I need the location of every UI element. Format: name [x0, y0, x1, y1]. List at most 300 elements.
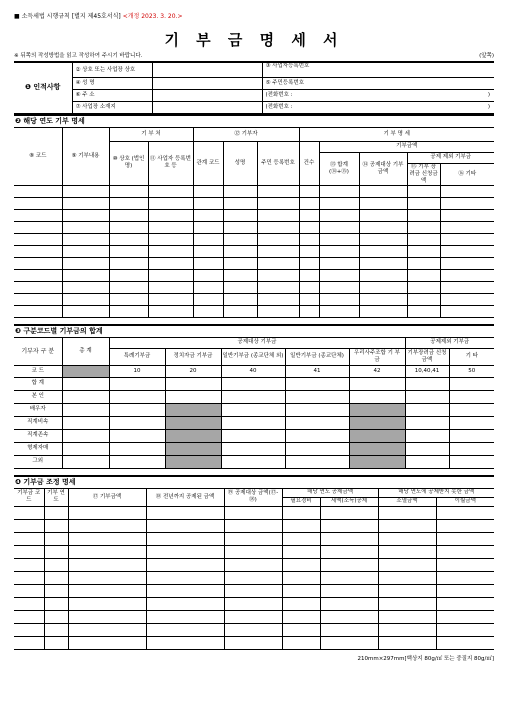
table-cell[interactable]: [257, 305, 299, 317]
table-cell[interactable]: [407, 209, 440, 221]
table-cell[interactable]: [109, 429, 165, 442]
table-cell[interactable]: [224, 623, 282, 636]
table-cell[interactable]: [319, 185, 359, 197]
table-cell[interactable]: [320, 519, 378, 532]
table-cell[interactable]: [62, 257, 109, 269]
table-cell[interactable]: [68, 636, 146, 649]
table-cell[interactable]: [440, 233, 494, 245]
form-header-line: [14, 12, 494, 22]
table-cell[interactable]: [193, 269, 223, 281]
table-cell[interactable]: [68, 545, 146, 558]
table-cell[interactable]: [148, 197, 193, 209]
table-cell[interactable]: [109, 377, 165, 390]
table-cell[interactable]: [299, 197, 319, 209]
table-cell[interactable]: [14, 269, 62, 281]
table-cell[interactable]: [146, 558, 224, 571]
table-cell[interactable]: [378, 571, 436, 584]
table-cell[interactable]: [223, 209, 257, 221]
table-cell[interactable]: [320, 597, 378, 610]
table-cell[interactable]: [440, 257, 494, 269]
table-cell[interactable]: [405, 455, 449, 468]
table-cell[interactable]: [44, 597, 68, 610]
table-cell[interactable]: [319, 269, 359, 281]
table-cell[interactable]: [14, 209, 62, 221]
table-cell[interactable]: [299, 257, 319, 269]
table-cell[interactable]: [224, 506, 282, 519]
table-cell[interactable]: [44, 545, 68, 558]
table-cell[interactable]: [257, 293, 299, 305]
summary-column-header: 기 타: [449, 348, 494, 365]
table-cell[interactable]: [359, 185, 407, 197]
table-cell[interactable]: [320, 584, 378, 597]
table-cell[interactable]: [319, 293, 359, 305]
table-cell[interactable]: [285, 455, 349, 468]
table-cell[interactable]: [436, 610, 494, 623]
table-cell[interactable]: [299, 293, 319, 305]
address-phone-field[interactable]: [262, 89, 494, 101]
table-cell[interactable]: [224, 545, 282, 558]
table-cell[interactable]: [109, 221, 148, 233]
table-cell[interactable]: [109, 305, 148, 317]
table-cell[interactable]: [44, 532, 68, 545]
table-cell[interactable]: [221, 442, 285, 455]
table-cell[interactable]: [285, 390, 349, 403]
table-cell[interactable]: [405, 403, 449, 416]
table-cell[interactable]: [146, 519, 224, 532]
table-cell[interactable]: [109, 269, 148, 281]
table-cell[interactable]: [405, 377, 449, 390]
table-cell[interactable]: [378, 545, 436, 558]
table-cell[interactable]: [44, 636, 68, 649]
table-cell[interactable]: [14, 610, 44, 623]
table-cell[interactable]: [193, 281, 223, 293]
table-cell[interactable]: [62, 416, 109, 429]
table-cell[interactable]: [62, 281, 109, 293]
table-cell[interactable]: [44, 584, 68, 597]
table-cell[interactable]: [320, 610, 378, 623]
table-cell[interactable]: [299, 269, 319, 281]
table-cell[interactable]: [62, 305, 109, 317]
table-cell[interactable]: [109, 293, 148, 305]
table-cell[interactable]: [436, 532, 494, 545]
table-cell[interactable]: [449, 390, 494, 403]
table-cell[interactable]: [359, 281, 407, 293]
table-cell[interactable]: [405, 429, 449, 442]
table-cell[interactable]: [257, 257, 299, 269]
table-cell[interactable]: [440, 197, 494, 209]
table-cell[interactable]: [223, 281, 257, 293]
table-row: [14, 532, 494, 545]
table-cell[interactable]: [407, 245, 440, 257]
table-cell[interactable]: [320, 571, 378, 584]
table-cell[interactable]: [407, 281, 440, 293]
table-cell[interactable]: [14, 221, 62, 233]
table-cell[interactable]: [257, 221, 299, 233]
table-cell[interactable]: [14, 281, 62, 293]
table-cell[interactable]: [299, 221, 319, 233]
table-cell[interactable]: [165, 390, 221, 403]
table-cell[interactable]: [407, 257, 440, 269]
table-cell[interactable]: [193, 209, 223, 221]
table-cell[interactable]: [282, 584, 320, 597]
table-cell[interactable]: [405, 390, 449, 403]
table-cell[interactable]: [436, 571, 494, 584]
table-cell[interactable]: [62, 455, 109, 468]
table-cell[interactable]: [359, 305, 407, 317]
table-cell[interactable]: [14, 532, 44, 545]
table-cell[interactable]: [378, 636, 436, 649]
person-name-label: ④ 성 명: [72, 77, 152, 89]
summary-code: 50: [449, 365, 494, 377]
table-row: [14, 558, 494, 571]
shaded-cell: [165, 442, 221, 455]
table-cell[interactable]: [436, 545, 494, 558]
table-cell[interactable]: [436, 519, 494, 532]
table-cell[interactable]: [68, 610, 146, 623]
table-cell[interactable]: [109, 416, 165, 429]
table-cell[interactable]: [407, 221, 440, 233]
table-cell[interactable]: [299, 209, 319, 221]
table-cell[interactable]: [62, 442, 109, 455]
table-cell[interactable]: [319, 281, 359, 293]
table-cell[interactable]: [299, 245, 319, 257]
table-cell[interactable]: [320, 532, 378, 545]
table-cell[interactable]: [378, 558, 436, 571]
workplace-phone-field[interactable]: [262, 101, 494, 113]
table-cell[interactable]: [14, 305, 62, 317]
table-cell[interactable]: [285, 442, 349, 455]
table-cell[interactable]: [221, 390, 285, 403]
table-cell[interactable]: [282, 558, 320, 571]
table-cell[interactable]: [68, 519, 146, 532]
table-cell[interactable]: [320, 558, 378, 571]
table-cell[interactable]: [146, 636, 224, 649]
table-cell[interactable]: [405, 442, 449, 455]
table-cell[interactable]: [62, 390, 109, 403]
table-cell[interactable]: [109, 403, 165, 416]
table-cell[interactable]: [223, 197, 257, 209]
table-cell[interactable]: [224, 532, 282, 545]
table-cell[interactable]: [193, 305, 223, 317]
table-cell[interactable]: [436, 506, 494, 519]
table-cell[interactable]: [193, 197, 223, 209]
table-cell[interactable]: [62, 245, 109, 257]
table-cell[interactable]: [223, 221, 257, 233]
table-cell[interactable]: [320, 623, 378, 636]
table-cell[interactable]: [436, 558, 494, 571]
donor-type-label: 합 계: [14, 377, 62, 390]
table-cell[interactable]: [148, 221, 193, 233]
table-cell[interactable]: [14, 558, 44, 571]
table-cell[interactable]: [378, 584, 436, 597]
business-number-field[interactable]: [262, 62, 494, 77]
table-cell[interactable]: [68, 532, 146, 545]
address-field[interactable]: [152, 89, 262, 101]
table-cell[interactable]: [109, 281, 148, 293]
table-cell[interactable]: [223, 257, 257, 269]
table-cell[interactable]: [221, 403, 285, 416]
table-cell[interactable]: [407, 197, 440, 209]
table-cell[interactable]: [193, 245, 223, 257]
table-cell[interactable]: [449, 403, 494, 416]
table-cell[interactable]: [146, 532, 224, 545]
table-cell[interactable]: [221, 429, 285, 442]
table-cell[interactable]: [319, 233, 359, 245]
table-cell[interactable]: [44, 519, 68, 532]
table-cell[interactable]: [319, 257, 359, 269]
table-cell[interactable]: [449, 455, 494, 468]
table-cell[interactable]: [440, 221, 494, 233]
rrn-field[interactable]: [262, 77, 494, 89]
table-cell[interactable]: [109, 390, 165, 403]
table-cell[interactable]: [68, 558, 146, 571]
table-cell[interactable]: [319, 197, 359, 209]
table-cell[interactable]: [257, 185, 299, 197]
table-cell[interactable]: [257, 197, 299, 209]
table-cell[interactable]: [282, 597, 320, 610]
table-cell[interactable]: [14, 519, 44, 532]
table-cell[interactable]: [257, 281, 299, 293]
table-cell[interactable]: [62, 377, 109, 390]
table-cell[interactable]: [62, 403, 109, 416]
table-cell[interactable]: [285, 429, 349, 442]
table-cell[interactable]: [285, 377, 349, 390]
table-cell[interactable]: [349, 377, 405, 390]
table-cell[interactable]: [378, 519, 436, 532]
table-cell[interactable]: [14, 257, 62, 269]
table-cell[interactable]: [14, 506, 44, 519]
donor-type-label: 그외: [14, 455, 62, 468]
table-cell[interactable]: [282, 506, 320, 519]
table-cell[interactable]: [407, 185, 440, 197]
table-cell[interactable]: [378, 506, 436, 519]
table-cell[interactable]: [319, 209, 359, 221]
table-cell[interactable]: [221, 455, 285, 468]
table-cell[interactable]: [359, 293, 407, 305]
table-cell[interactable]: [320, 506, 378, 519]
table-cell[interactable]: [146, 506, 224, 519]
table-cell[interactable]: [224, 584, 282, 597]
table-cell[interactable]: [223, 185, 257, 197]
table-cell[interactable]: [221, 377, 285, 390]
table-cell[interactable]: [359, 257, 407, 269]
table-cell[interactable]: [223, 245, 257, 257]
table-cell[interactable]: [14, 233, 62, 245]
table-cell[interactable]: [282, 610, 320, 623]
table-cell[interactable]: [109, 197, 148, 209]
table-cell[interactable]: [109, 455, 165, 468]
table-cell[interactable]: [148, 281, 193, 293]
table-cell[interactable]: [378, 623, 436, 636]
table-cell[interactable]: [109, 245, 148, 257]
table-cell[interactable]: [109, 233, 148, 245]
table-cell[interactable]: [440, 293, 494, 305]
table-cell[interactable]: [148, 293, 193, 305]
table-cell[interactable]: [440, 269, 494, 281]
table-cell[interactable]: [285, 403, 349, 416]
table-cell[interactable]: [224, 558, 282, 571]
donor-type-label: 배우자: [14, 403, 62, 416]
table-cell[interactable]: [319, 305, 359, 317]
table-cell[interactable]: [257, 209, 299, 221]
table-cell[interactable]: [440, 185, 494, 197]
table-cell[interactable]: [407, 305, 440, 317]
table-cell[interactable]: [44, 623, 68, 636]
workplace-field[interactable]: [152, 101, 262, 113]
table-cell[interactable]: [405, 416, 449, 429]
table-cell[interactable]: [68, 571, 146, 584]
table-cell[interactable]: [68, 584, 146, 597]
table-cell[interactable]: [359, 197, 407, 209]
table-cell[interactable]: [109, 257, 148, 269]
table-cell[interactable]: [221, 416, 285, 429]
table-cell[interactable]: [14, 545, 44, 558]
table-cell[interactable]: [440, 209, 494, 221]
table-cell[interactable]: [319, 245, 359, 257]
table-cell[interactable]: [449, 377, 494, 390]
table-cell[interactable]: [62, 221, 109, 233]
table-cell[interactable]: [146, 623, 224, 636]
table-cell[interactable]: [14, 571, 44, 584]
table-cell[interactable]: [109, 209, 148, 221]
table-cell[interactable]: [224, 636, 282, 649]
address-label: ⑥ 주 소: [72, 89, 152, 101]
table-cell[interactable]: [193, 257, 223, 269]
table-cell[interactable]: [146, 545, 224, 558]
table-cell[interactable]: [449, 416, 494, 429]
table-cell[interactable]: [359, 269, 407, 281]
business-name-field[interactable]: [152, 62, 262, 77]
table-cell[interactable]: [282, 545, 320, 558]
table-cell[interactable]: [14, 293, 62, 305]
table-row: [14, 571, 494, 584]
table-cell[interactable]: [299, 281, 319, 293]
table-cell[interactable]: [407, 293, 440, 305]
table-cell[interactable]: [320, 636, 378, 649]
table-cell[interactable]: [319, 221, 359, 233]
table-cell[interactable]: [193, 221, 223, 233]
table-row: [14, 519, 494, 532]
table-cell[interactable]: [359, 209, 407, 221]
table-cell[interactable]: [349, 390, 405, 403]
table-cell[interactable]: [146, 571, 224, 584]
table-cell[interactable]: [148, 257, 193, 269]
table-cell[interactable]: [282, 636, 320, 649]
table-cell[interactable]: [436, 623, 494, 636]
table-cell[interactable]: [14, 636, 44, 649]
table-cell[interactable]: [440, 245, 494, 257]
table-cell[interactable]: [146, 597, 224, 610]
table-cell[interactable]: [62, 293, 109, 305]
table-cell[interactable]: [359, 233, 407, 245]
table-cell[interactable]: [62, 197, 109, 209]
table-cell[interactable]: [449, 429, 494, 442]
table-cell[interactable]: [257, 233, 299, 245]
table-cell[interactable]: [148, 245, 193, 257]
table-cell[interactable]: [44, 610, 68, 623]
table-cell[interactable]: [299, 305, 319, 317]
table-cell[interactable]: [378, 610, 436, 623]
table-cell[interactable]: [223, 293, 257, 305]
person-name-field[interactable]: [152, 77, 262, 89]
donor-type-header: 기부자 구 분: [14, 337, 62, 365]
table-cell[interactable]: [148, 209, 193, 221]
table-cell[interactable]: [14, 245, 62, 257]
table-cell[interactable]: [44, 558, 68, 571]
table-cell[interactable]: [14, 185, 62, 197]
table-cell[interactable]: [320, 545, 378, 558]
table-cell[interactable]: [378, 597, 436, 610]
table-cell[interactable]: [14, 623, 44, 636]
table-cell[interactable]: [223, 305, 257, 317]
table-cell[interactable]: [257, 269, 299, 281]
table-cell[interactable]: [148, 305, 193, 317]
table-cell[interactable]: [449, 442, 494, 455]
table-cell[interactable]: [224, 610, 282, 623]
table-cell[interactable]: [440, 305, 494, 317]
table-cell[interactable]: [282, 532, 320, 545]
table-cell[interactable]: [407, 233, 440, 245]
table-cell[interactable]: [223, 269, 257, 281]
table-cell[interactable]: [44, 571, 68, 584]
table-cell[interactable]: [436, 636, 494, 649]
table-cell[interactable]: [436, 584, 494, 597]
table-cell[interactable]: [62, 233, 109, 245]
table-cell[interactable]: [62, 209, 109, 221]
table-cell[interactable]: [68, 597, 146, 610]
table-cell[interactable]: [62, 185, 109, 197]
table-cell[interactable]: [68, 623, 146, 636]
table-cell[interactable]: [14, 584, 44, 597]
table-cell[interactable]: [436, 597, 494, 610]
table-cell[interactable]: [224, 519, 282, 532]
table-cell[interactable]: [14, 197, 62, 209]
table-cell[interactable]: [44, 506, 68, 519]
table-cell[interactable]: [14, 597, 44, 610]
table-cell[interactable]: [148, 185, 193, 197]
table-cell[interactable]: [359, 221, 407, 233]
table-cell[interactable]: [68, 506, 146, 519]
table-cell[interactable]: [299, 185, 319, 197]
table-cell[interactable]: [148, 269, 193, 281]
table-cell[interactable]: [62, 429, 109, 442]
table-cell[interactable]: [359, 245, 407, 257]
table-cell[interactable]: [146, 584, 224, 597]
table-cell[interactable]: [299, 233, 319, 245]
table-cell[interactable]: [193, 185, 223, 197]
table-cell[interactable]: [193, 293, 223, 305]
table-cell[interactable]: [282, 519, 320, 532]
table-cell[interactable]: [148, 233, 193, 245]
table-cell[interactable]: [193, 233, 223, 245]
table-cell[interactable]: [165, 377, 221, 390]
table-cell[interactable]: [62, 269, 109, 281]
table-cell[interactable]: [223, 233, 257, 245]
table-cell[interactable]: [257, 245, 299, 257]
table-cell[interactable]: [109, 442, 165, 455]
table-cell[interactable]: [282, 571, 320, 584]
content-header: ⑨ 기부내용: [62, 127, 109, 185]
table-cell[interactable]: [224, 597, 282, 610]
table-cell[interactable]: [282, 623, 320, 636]
table-cell[interactable]: [378, 532, 436, 545]
table-cell[interactable]: [440, 281, 494, 293]
table-cell[interactable]: [109, 185, 148, 197]
table-cell[interactable]: [407, 269, 440, 281]
table-cell[interactable]: [285, 416, 349, 429]
table-cell[interactable]: [146, 610, 224, 623]
table-cell[interactable]: [224, 571, 282, 584]
